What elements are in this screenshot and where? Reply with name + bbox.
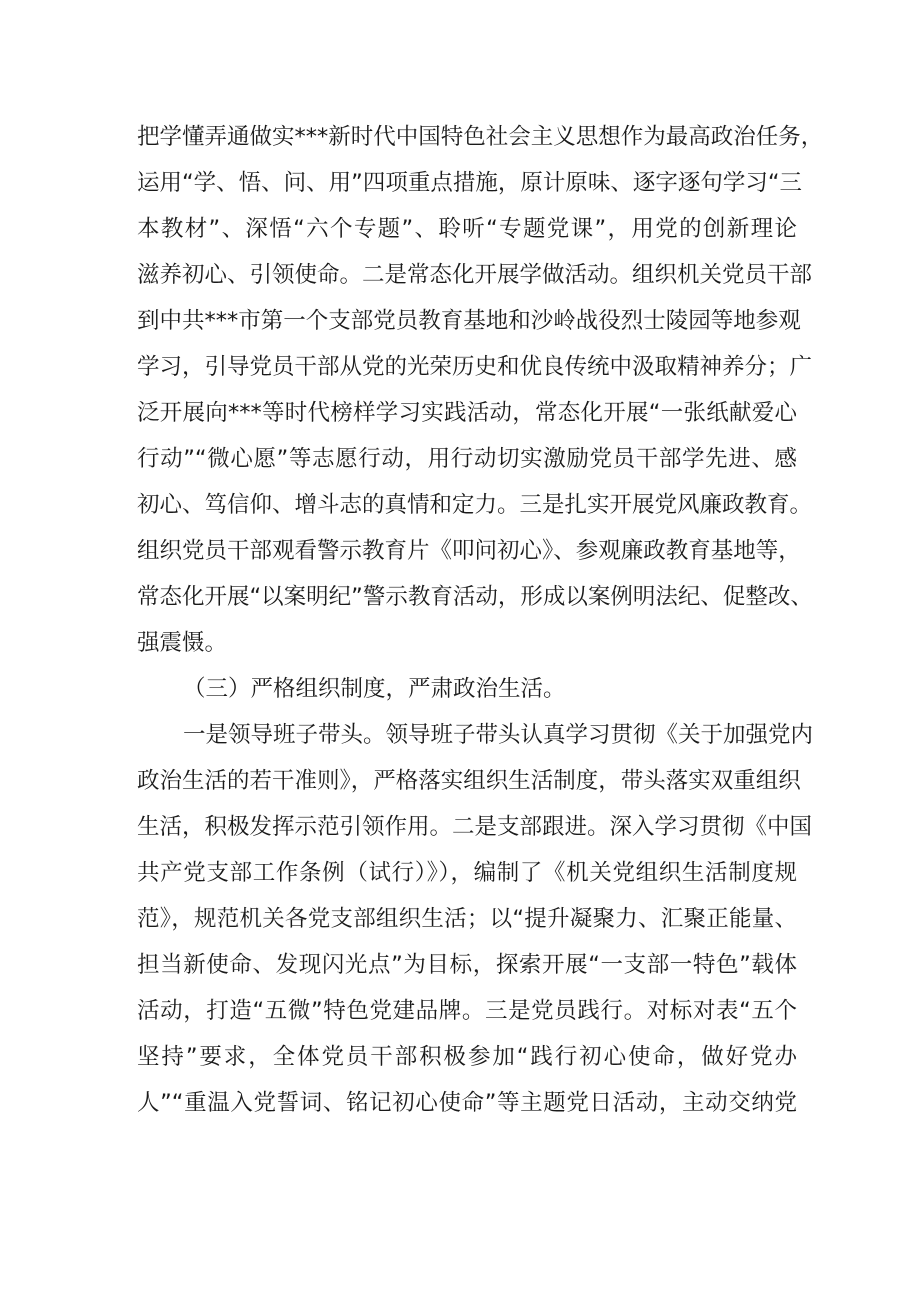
text-line: 人”“重温入党誓词、铭记初心使命”等主题党日活动，主动交纳党 — [137, 1090, 797, 1116]
text-line: 担当新使命、发现闪光点”为目标，探索开展“一支部一特色”载体 — [137, 952, 797, 978]
section-heading: （三）严格组织制度，严肃政治生活。 — [183, 676, 566, 702]
text-line: 滋养初心、引领使命。二是常态化开展学做活动。组织机关党员干部 — [137, 262, 813, 288]
text-line: 范》，规范机关各党支部组织生活；以“提升凝聚力、汇聚正能量、 — [137, 906, 797, 932]
text-line: 强震慑。 — [137, 630, 228, 656]
text-line: 泛开展向***等时代榜样学习实践活动，常态化开展“一张纸献爱心 — [137, 400, 797, 426]
text-line: 学习，引导党员干部从党的光荣历史和优良传统中汲取精神养分；广 — [137, 354, 813, 380]
text-line: 生活，积极发挥示范引领作用。二是支部跟进。深入学习贯彻《中国 — [137, 814, 813, 840]
text-line: 组织党员干部观看警示教育片《叩问初心》、参观廉政教育基地等， — [137, 538, 801, 564]
text-line: 本教材”、深悟“六个专题”、聆听“专题党课”，用党的创新理论 — [137, 216, 797, 242]
text-line: 政治生活的若干准则》，严格落实组织生活制度，带头落实双重组织 — [137, 768, 801, 794]
text-line: 行动”“微心愿”等志愿行动，用行动切实激励党员干部学先进、感 — [137, 446, 797, 472]
text-line: 一是领导班子带头。领导班子带头认真学习贯彻《关于加强党内 — [183, 722, 814, 748]
text-line: 到中共***市第一个支部党员教育基地和沙岭战役烈士陵园等地参观 — [137, 308, 801, 334]
text-line: 运用“学、悟、问、用”四项重点措施，原计原味、逐字逐句学习“三 — [137, 170, 802, 196]
text-line: 初心、笃信仰、增斗志的真情和定力。三是扎实开展党风廉政教育。 — [137, 492, 813, 518]
text-line: 共产党支部工作条例（试行）》），编制了《机关党组织生活制度规 — [137, 860, 797, 886]
text-line: 把学懂弄通做实***新时代中国特色社会主义思想作为最高政治任务， — [137, 124, 824, 150]
text-line: 活动，打造“五微”特色党建品牌。三是党员践行。对标对表“五个 — [137, 998, 797, 1024]
text-line: 常态化开展“以案明纪”警示教育活动，形成以案例明法纪、促整改、 — [137, 584, 813, 610]
text-line: 坚持”要求，全体党员干部积极参加“践行初心使命，做好党办 — [137, 1044, 797, 1070]
